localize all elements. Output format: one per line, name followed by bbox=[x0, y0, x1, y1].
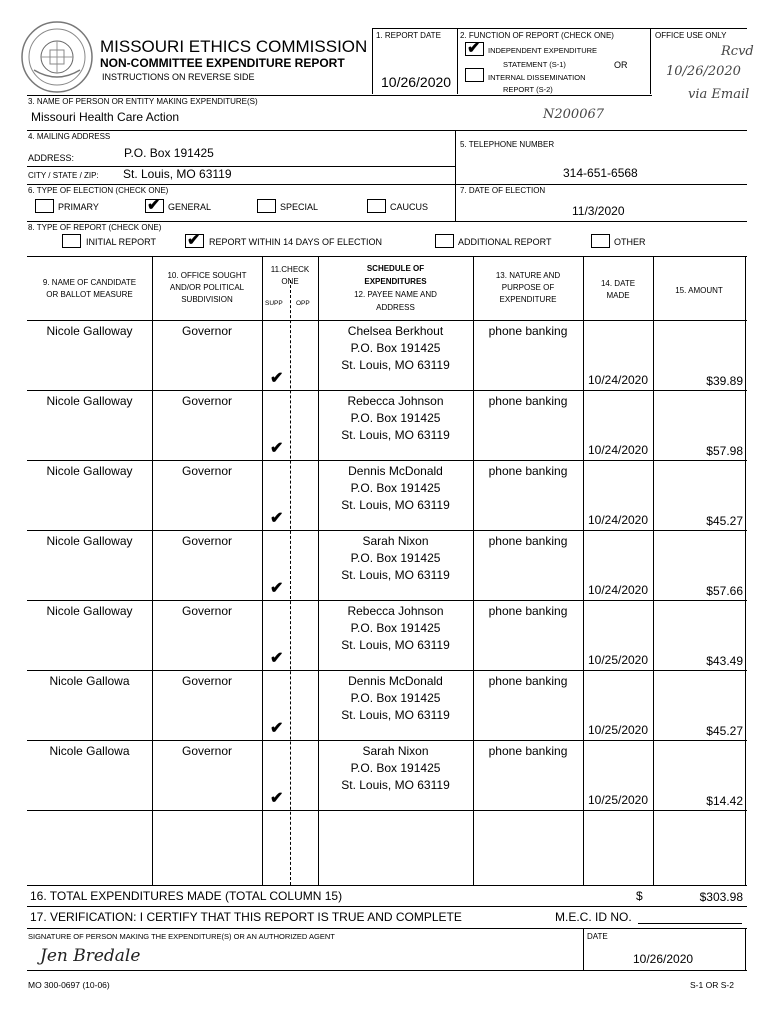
row-nature: phone banking bbox=[488, 604, 568, 618]
col-check-header: 11.CHECK ONE bbox=[270, 265, 310, 286]
form-type: S-1 OR S-2 bbox=[690, 980, 734, 990]
primary-checkbox[interactable] bbox=[35, 199, 54, 213]
total-label: 16. TOTAL EXPENDITURES MADE (TOTAL COLUMN 15) bbox=[30, 889, 343, 903]
row-payee-name: Chelsea Berkhout bbox=[347, 324, 444, 338]
row-payee-address2: St. Louis, MO 63119 bbox=[341, 498, 450, 512]
row-date: 10/25/2020 bbox=[587, 793, 649, 807]
row-date: 10/24/2020 bbox=[587, 583, 649, 597]
row-candidate: Nicole Gallowa bbox=[49, 744, 130, 758]
row-office: Governor bbox=[181, 394, 233, 408]
row-support-check-icon: ✔ bbox=[270, 510, 284, 527]
row-payee-address2: St. Louis, MO 63119 bbox=[341, 358, 450, 372]
commission-title: MISSOURI ETHICS COMMISSION bbox=[100, 37, 368, 56]
row-payee-name: Sarah Nixon bbox=[362, 534, 429, 548]
row-nature: phone banking bbox=[488, 464, 568, 478]
col-nature-header: 13. NATURE AND PURPOSE OF EXPENDITURE bbox=[495, 271, 561, 304]
row-nature: phone banking bbox=[488, 324, 568, 338]
missouri-seal-icon bbox=[20, 20, 94, 94]
office-use-label: OFFICE USE ONLY bbox=[655, 31, 727, 40]
col-opp-label: OPP bbox=[296, 300, 310, 307]
special-checkbox[interactable] bbox=[257, 199, 276, 213]
office-received-date: 10/26/2020 bbox=[666, 64, 741, 79]
telephone-label: 5. TELEPHONE NUMBER bbox=[460, 140, 555, 149]
city-value: St. Louis, MO 63119 bbox=[123, 167, 232, 181]
row-payee-address1: P.O. Box 191425 bbox=[350, 481, 441, 495]
primary-label: PRIMARY bbox=[58, 202, 99, 212]
row-amount: $43.49 bbox=[706, 654, 743, 668]
row-office: Governor bbox=[181, 534, 233, 548]
col-amount-header: 15. AMOUNT bbox=[675, 286, 723, 295]
election-type-label: 6. TYPE OF ELECTION (CHECK ONE) bbox=[28, 186, 169, 195]
row-amount: $57.66 bbox=[706, 584, 743, 598]
row-date: 10/25/2020 bbox=[587, 723, 649, 737]
row-payee-address1: P.O. Box 191425 bbox=[350, 551, 441, 565]
row-payee-name: Rebecca Johnson bbox=[347, 604, 444, 618]
row-amount: $45.27 bbox=[706, 724, 743, 738]
row-candidate: Nicole Galloway bbox=[46, 394, 133, 408]
row-candidate: Nicole Gallowa bbox=[49, 674, 130, 688]
signature-date-value: 10/26/2020 bbox=[633, 952, 694, 966]
office-received: Rcvd bbox=[721, 44, 754, 59]
special-label: SPECIAL bbox=[280, 202, 319, 212]
function-label: 2. FUNCTION OF REPORT (CHECK ONE) bbox=[460, 31, 614, 40]
report-title: NON-COMMITTEE EXPENDITURE REPORT bbox=[100, 56, 345, 70]
check-mark-icon: ✔ bbox=[187, 232, 201, 249]
row-nature: phone banking bbox=[488, 534, 568, 548]
additional-report-checkbox[interactable] bbox=[435, 234, 454, 248]
row-support-check-icon: ✔ bbox=[270, 580, 284, 597]
col-payee-header: SCHEDULE OF EXPENDITURES 12. PAYEE NAME AND ADDRESS bbox=[354, 264, 437, 312]
mailing-address-label: 4. MAILING ADDRESS bbox=[28, 132, 111, 141]
col-date-header: 14. DATE MADE bbox=[600, 279, 636, 300]
option-internal-line1: INTERNAL DISSEMINATION bbox=[488, 73, 586, 82]
report-date-value: 10/26/2020 bbox=[381, 74, 452, 90]
row-payee-address2: St. Louis, MO 63119 bbox=[341, 778, 450, 792]
entity-name-value: Missouri Health Care Action bbox=[31, 110, 180, 124]
entity-name-label: 3. NAME OF PERSON OR ENTITY MAKING EXPENDITURE(S) bbox=[28, 97, 258, 106]
row-payee-address1: P.O. Box 191425 bbox=[350, 411, 441, 425]
row-date: 10/25/2020 bbox=[587, 653, 649, 667]
internal-dissemination-checkbox[interactable] bbox=[465, 68, 484, 82]
col-candidate-header: 9. NAME OF CANDIDATE OR BALLOT MEASURE bbox=[42, 278, 137, 299]
election-date-value: 11/3/2020 bbox=[572, 204, 625, 218]
signature-label: SIGNATURE OF PERSON MAKING THE EXPENDITURE(S) OR AN AUTHORIZED AGENT bbox=[28, 932, 335, 941]
row-date: 10/24/2020 bbox=[587, 513, 649, 527]
row-office: Governor bbox=[181, 744, 233, 758]
caucus-checkbox[interactable] bbox=[367, 199, 386, 213]
row-amount: $39.89 bbox=[706, 374, 743, 388]
row-date: 10/24/2020 bbox=[587, 373, 649, 387]
option-internal-line2: REPORT (S-2) bbox=[503, 85, 553, 94]
row-amount: $57.98 bbox=[706, 444, 743, 458]
city-label: CITY / STATE / ZIP: bbox=[28, 171, 99, 180]
row-payee-address1: P.O. Box 191425 bbox=[350, 341, 441, 355]
row-office: Governor bbox=[181, 324, 233, 338]
row-nature: phone banking bbox=[488, 394, 568, 408]
office-stamp-number: N200067 bbox=[543, 107, 605, 122]
row-payee-address2: St. Louis, MO 63119 bbox=[341, 428, 450, 442]
verification-label: 17. VERIFICATION: I CERTIFY THAT THIS REPORT IS TRUE AND COMPLETE bbox=[30, 910, 462, 924]
option-or: OR bbox=[614, 60, 628, 70]
row-candidate: Nicole Galloway bbox=[46, 324, 133, 338]
initial-report-checkbox[interactable] bbox=[62, 234, 81, 248]
caucus-label: CAUCUS bbox=[390, 202, 429, 212]
total-value: $303.98 bbox=[699, 890, 743, 904]
report-date-label: 1. REPORT DATE bbox=[376, 31, 441, 40]
row-payee-name: Rebecca Johnson bbox=[347, 394, 444, 408]
within-14-days-label: REPORT WITHIN 14 DAYS OF ELECTION bbox=[209, 237, 383, 247]
row-candidate: Nicole Galloway bbox=[46, 534, 133, 548]
row-payee-name: Dennis McDonald bbox=[348, 674, 443, 688]
check-mark-icon: ✔ bbox=[467, 40, 481, 57]
option-independent-line2: STATEMENT (S-1) bbox=[503, 60, 566, 69]
additional-report-label: ADDITIONAL REPORT bbox=[458, 237, 552, 247]
row-payee-address2: St. Louis, MO 63119 bbox=[341, 638, 450, 652]
row-payee-address1: P.O. Box 191425 bbox=[350, 621, 441, 635]
row-date: 10/24/2020 bbox=[587, 443, 649, 457]
election-date-label: 7. DATE OF ELECTION bbox=[460, 186, 546, 195]
row-office: Governor bbox=[181, 604, 233, 618]
signature-image: Jen Bredale bbox=[40, 946, 141, 966]
col-office-header: 10. OFFICE SOUGHT AND/OR POLITICAL SUBDIVISION bbox=[167, 271, 247, 304]
row-nature: phone banking bbox=[488, 674, 568, 688]
row-payee-name: Sarah Nixon bbox=[362, 744, 429, 758]
address-label: ADDRESS: bbox=[28, 153, 75, 163]
form-number: MO 300-0697 (10-06) bbox=[28, 980, 110, 990]
row-support-check-icon: ✔ bbox=[270, 370, 284, 387]
office-received-via: via Email bbox=[688, 87, 750, 102]
mec-id-label: M.E.C. ID NO. bbox=[555, 910, 632, 924]
row-support-check-icon: ✔ bbox=[270, 720, 284, 737]
initial-report-label: INITIAL REPORT bbox=[86, 237, 157, 247]
row-office: Governor bbox=[181, 464, 233, 478]
telephone-value: 314-651-6568 bbox=[563, 166, 638, 180]
row-payee-address1: P.O. Box 191425 bbox=[350, 691, 441, 705]
row-payee-address2: St. Louis, MO 63119 bbox=[341, 708, 450, 722]
row-payee-address2: St. Louis, MO 63119 bbox=[341, 568, 450, 582]
option-independent-line1: INDEPENDENT EXPENDITURE bbox=[488, 46, 598, 55]
row-candidate: Nicole Galloway bbox=[46, 464, 133, 478]
row-payee-address1: P.O. Box 191425 bbox=[350, 761, 441, 775]
row-payee-name: Dennis McDonald bbox=[348, 464, 443, 478]
check-mark-icon: ✔ bbox=[147, 197, 161, 214]
row-amount: $14.42 bbox=[706, 794, 743, 808]
signature-date-label: DATE bbox=[587, 932, 608, 941]
address-value: P.O. Box 191425 bbox=[124, 146, 214, 160]
row-office: Governor bbox=[181, 674, 233, 688]
row-support-check-icon: ✔ bbox=[270, 650, 284, 667]
col-supp-label: SUPP bbox=[265, 300, 283, 307]
row-amount: $45.27 bbox=[706, 514, 743, 528]
other-checkbox[interactable] bbox=[591, 234, 610, 248]
instructions-note: INSTRUCTIONS ON REVERSE SIDE bbox=[102, 72, 255, 82]
row-support-check-icon: ✔ bbox=[270, 790, 284, 807]
general-label: GENERAL bbox=[168, 202, 212, 212]
row-support-check-icon: ✔ bbox=[270, 440, 284, 457]
other-label: OTHER bbox=[614, 237, 646, 247]
report-type-label: 8. TYPE OF REPORT (CHECK ONE) bbox=[28, 223, 162, 232]
row-candidate: Nicole Galloway bbox=[46, 604, 133, 618]
total-dollar-sign: $ bbox=[636, 889, 643, 903]
row-nature: phone banking bbox=[488, 744, 568, 758]
